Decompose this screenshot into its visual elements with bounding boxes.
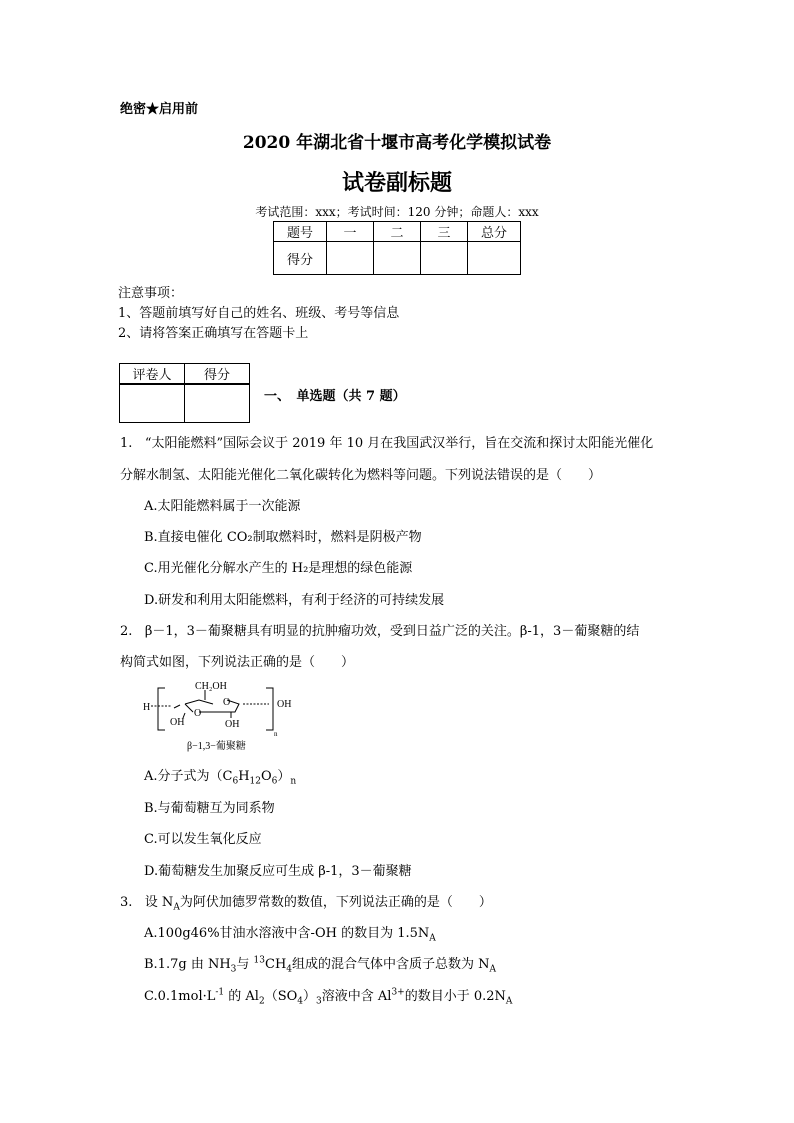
question-3-stem: 3. 设 $N_A$为阿伏加德罗常数的数值，下列说法正确的是（ ）: [120, 895, 492, 913]
score-row-label: 得分: [274, 242, 327, 275]
question-1-stem: [120, 432, 653, 451]
structure-bridge-oxygen: O: [194, 708, 202, 719]
question-2-stem-line2: 构简式如图，下列说法正确的是（ ）: [120, 655, 355, 670]
grader-table: [119, 363, 250, 423]
grader-score-cell[interactable]: [185, 384, 250, 422]
question-number: 3.: [120, 895, 133, 910]
question-3-option-b[interactable]: B.1.7g 由 $NH_3$与 $^{13}CH_4$组成的混合气体中含质子总数为 $N_A$: [144, 955, 497, 975]
note-item: 2、请将答案正确填写在答题卡上: [118, 326, 309, 341]
question-2-option-c[interactable]: C.可以发生氧化反应: [144, 832, 262, 847]
score-table-header: 一: [327, 222, 374, 242]
exam-title: 2020 年湖北省十堰市高考化学模拟试卷: [242, 133, 552, 153]
question-1-option-c[interactable]: C.用光催化分解水产生的 H₂是理想的绿色能源: [144, 561, 413, 576]
question-2-stem: [120, 620, 639, 639]
structure-oh-group: OH: [277, 699, 292, 710]
question-number: 1.: [120, 436, 133, 451]
structure-oh-group: OH: [170, 717, 185, 728]
question-2-option-a[interactable]: A.分子式为$(C_6H_{12}O_6)_n$: [144, 769, 297, 787]
score-table-header: 题号: [274, 222, 327, 242]
question-3-option-c[interactable]: $C.0.1mol\cdot L^{-1}$ 的 $Al_2(SO_4)_3$溶液中含 $Al^{3+}$的数目小于 $0.2N_A$: [144, 987, 513, 1007]
question-2-option-d[interactable]: D.葡萄糖发生加聚反应可生成 β-1，3－葡聚糖: [144, 864, 412, 879]
score-table: [273, 221, 521, 275]
score-cell[interactable]: [421, 242, 468, 275]
notes-heading: 注意事项：: [118, 286, 184, 301]
score-table-header: 三: [421, 222, 468, 242]
section-title: 一、 单选题（共 7 题）: [264, 389, 406, 404]
question-1-option-d[interactable]: D.研发和利用太阳能燃料，有利于经济的可持续发展: [144, 593, 445, 608]
score-table-header: 总分: [468, 222, 521, 242]
question-1-stem-line1: “太阳能燃料”国际会议于 2019 年 10 月在我国武汉举行，旨在交流和探讨太阳能光催化: [144, 436, 654, 451]
question-1-option-a[interactable]: A.太阳能燃料属于一次能源: [144, 499, 301, 514]
score-table-header: 二: [374, 222, 421, 242]
structure-ring-oxygen: O: [223, 697, 231, 708]
exam-info: 考试范围：xxx；考试时间：120 分钟；命题人：xxx: [255, 205, 539, 219]
question-number: 2.: [120, 624, 133, 639]
structure-oh-group: OH: [225, 719, 240, 730]
grader-label: 评卷人: [120, 364, 185, 385]
grader-score-label: 得分: [185, 364, 250, 385]
grader-name-cell[interactable]: [120, 384, 185, 422]
exam-subtitle: 试卷副标题: [341, 170, 452, 196]
structure-caption: β−1,3−葡聚糖: [187, 741, 246, 752]
structure-subscript-n: n: [274, 730, 278, 738]
question-1-option-b[interactable]: B.直接电催化 CO₂制取燃料时，燃料是阴极产物: [144, 530, 422, 545]
question-1-stem-line2: 分解水制氢、太阳能光催化二氧化碳转化为燃料等问题。下列说法错误的是（ ）: [120, 468, 602, 483]
secret-mark: 绝密★启用前: [120, 102, 199, 117]
question-2-stem-line1: β－1，3－葡聚糖具有明显的抗肿瘤功效，受到日益广泛的关注。β-1，3－葡聚糖的结: [144, 624, 640, 639]
structure-h-group: H: [143, 702, 151, 713]
structure-ch2oh-group: CH₂OH: [195, 681, 227, 692]
glucan-structure-figure: [143, 678, 293, 752]
question-2-option-b[interactable]: B.与葡萄糖互为同系物: [144, 801, 275, 816]
score-cell[interactable]: [374, 242, 421, 275]
note-item: 1、答题前填写好自己的姓名、班级、考号等信息: [118, 306, 400, 321]
score-cell[interactable]: [468, 242, 521, 275]
question-3-option-a[interactable]: A.100g46%甘油水溶液中含-OH 的数目为 $1.5N_A$: [144, 926, 436, 944]
score-cell[interactable]: [327, 242, 374, 275]
